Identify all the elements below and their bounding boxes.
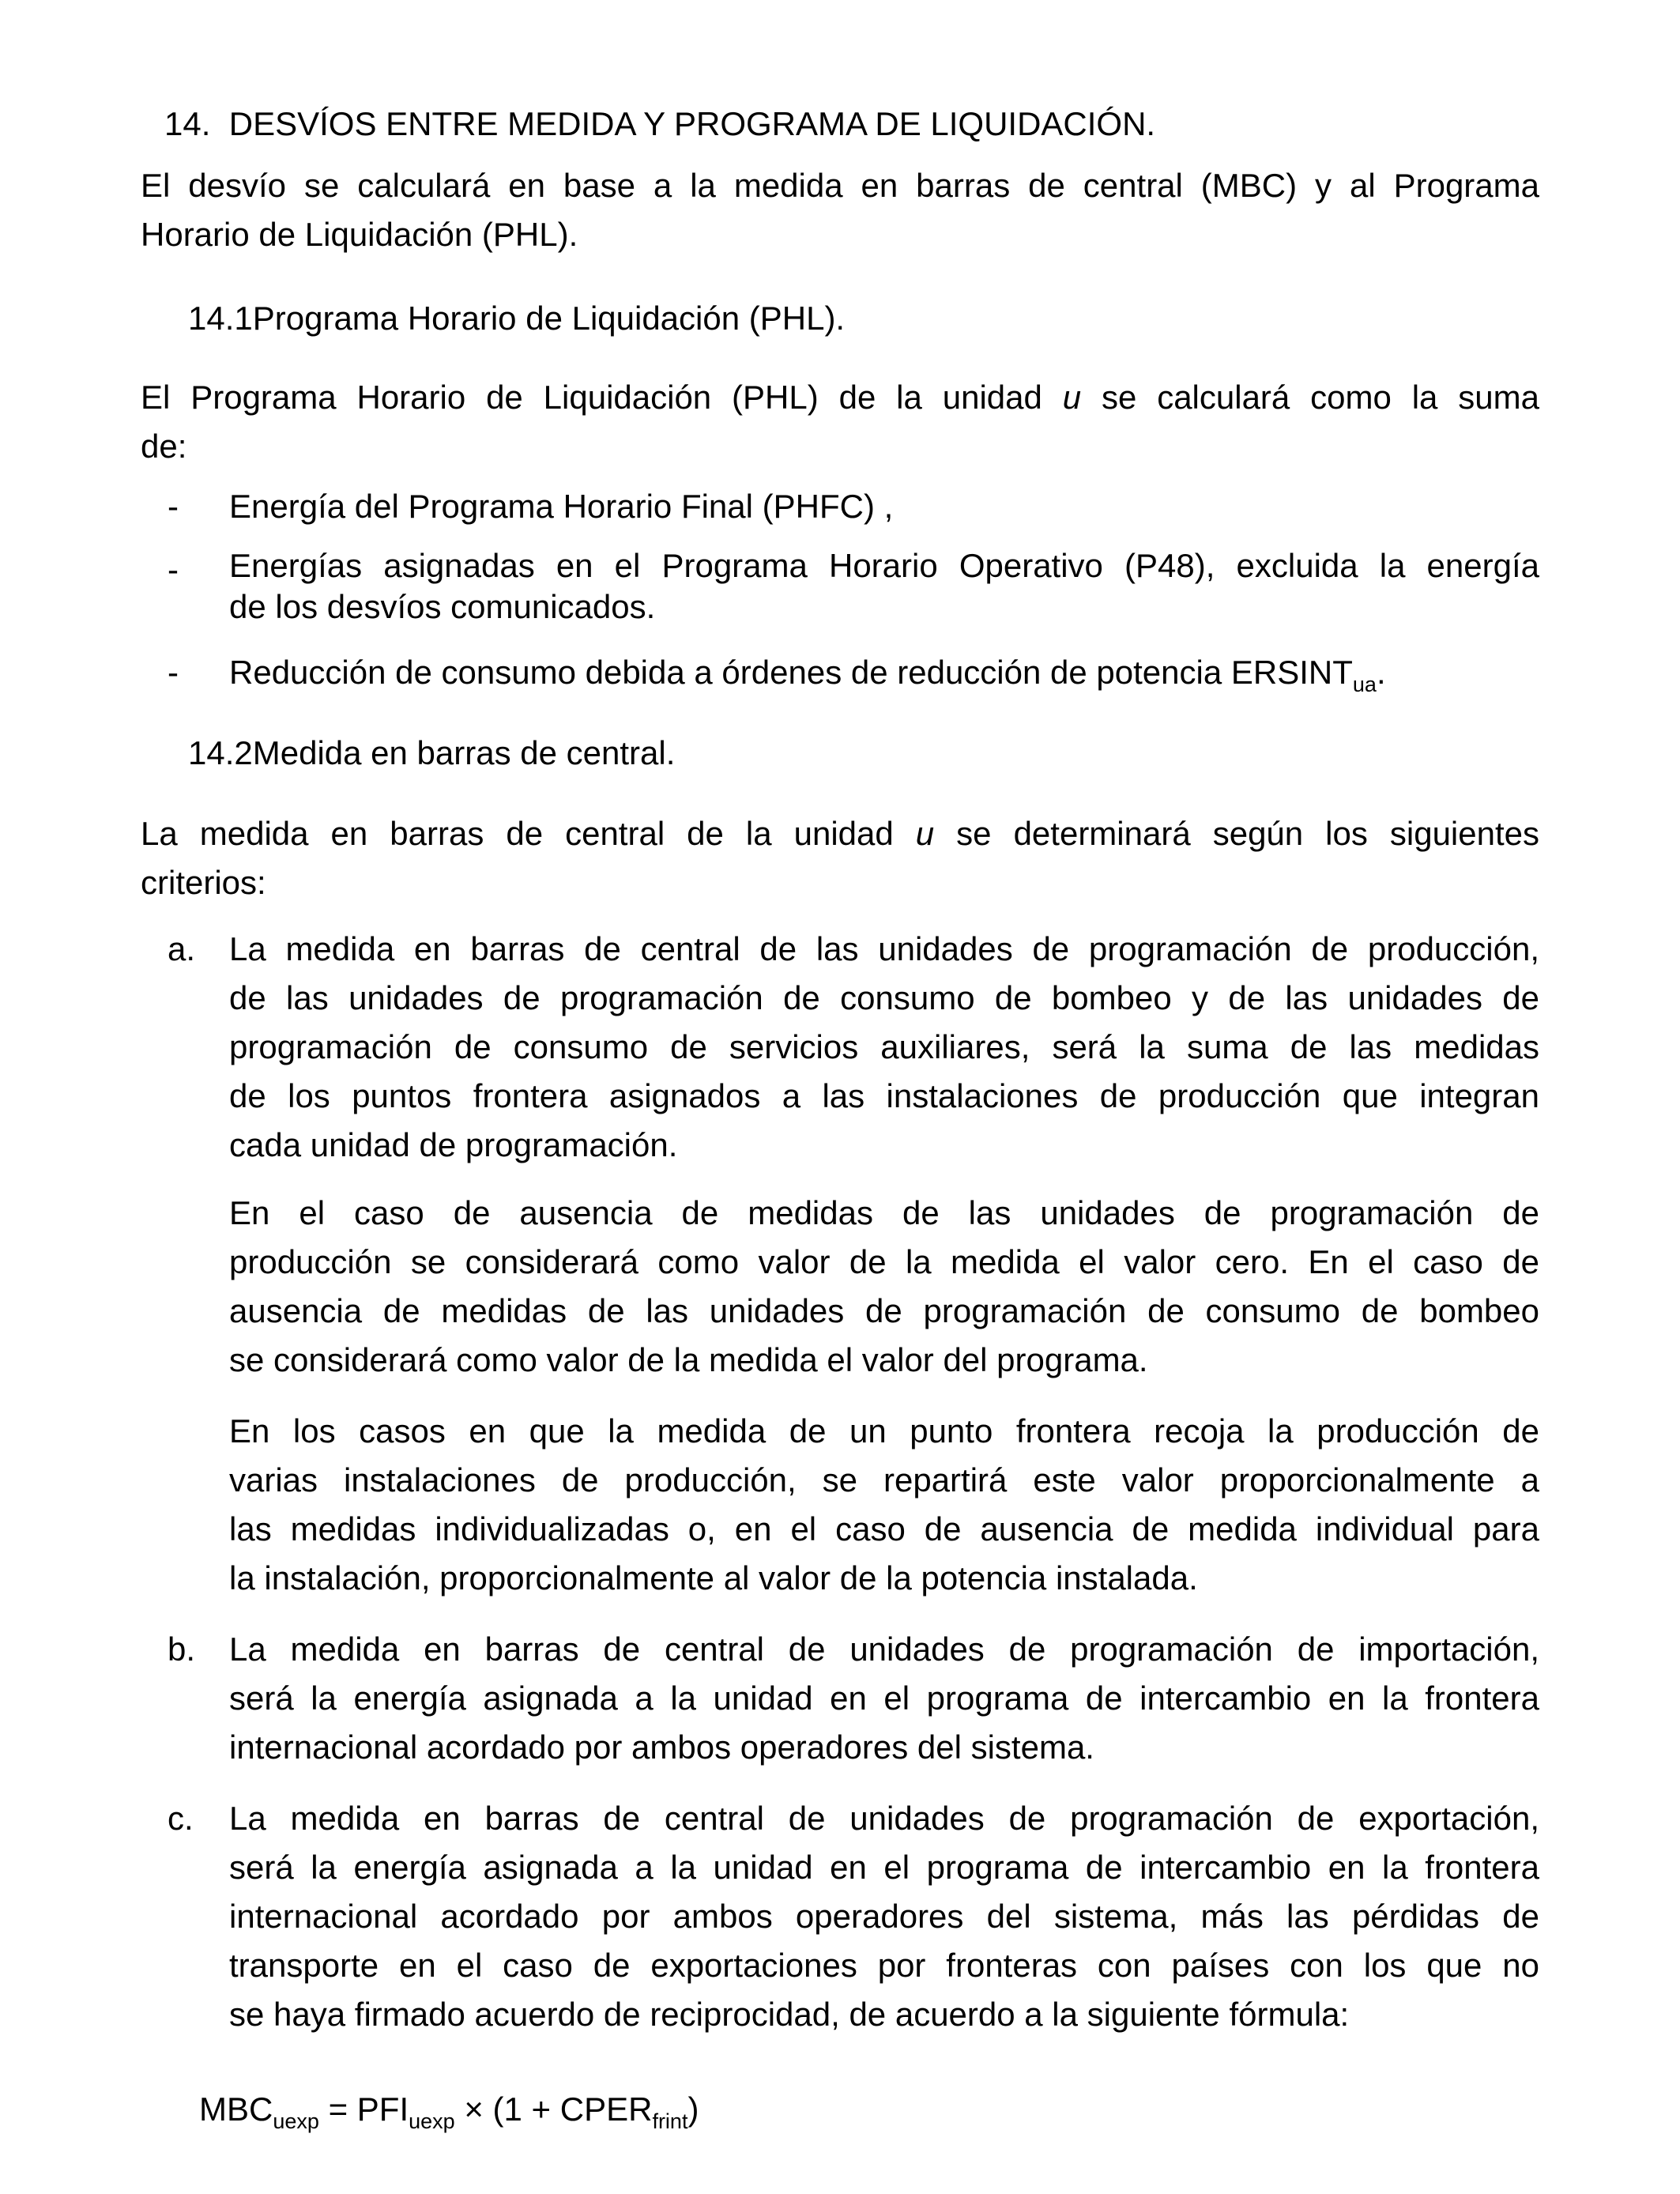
text-line: será la energía asignada a la unidad en el programa de intercambio en la frontera <box>229 1849 1539 1886</box>
text-line: de los desvíos comunicados. <box>229 588 656 625</box>
variable-u: u <box>1062 379 1082 416</box>
text-line: Energías asignadas en el Programa Horario Operativo (P48), excluida la energía <box>229 547 1539 584</box>
text-line: En el caso de ausencia de medidas de las unidades de programación de <box>229 1194 1539 1231</box>
text-line: El Programa Horario de Liquidación (PHL) de la unidad u se calculará como la suma <box>141 379 1539 416</box>
text-line: ausencia de medidas de las unidades de programación de consumo de bombeo <box>229 1292 1539 1329</box>
list-marker: a. <box>168 930 196 967</box>
text-line: cada unidad de programación. <box>229 1126 678 1163</box>
list-item-paragraph <box>229 1189 1539 1385</box>
list-marker: c. <box>168 1800 194 1837</box>
bullet-item <box>229 545 1539 628</box>
bullet-item: Reducción de consumo debida a órdenes de reducción de potencia $ERSINT_{ua}$. <box>229 654 1386 696</box>
subscript: uexp <box>409 2109 455 2133</box>
section-14-2-heading <box>188 729 675 778</box>
section-number: 14. <box>164 105 211 142</box>
text-line: varias instalaciones de producción, se repartirá este valor proporcionalmente a <box>229 1461 1539 1498</box>
subscript: uexp <box>273 2109 319 2133</box>
bullet-dash: - <box>168 551 179 588</box>
text-line: programación de consumo de servicios auxiliares, será la suma de las medidas <box>229 1028 1539 1065</box>
text-line: criterios: <box>141 864 266 901</box>
text-line: En los casos en que la medida de un punto frontera recoja la producción de <box>229 1412 1539 1449</box>
list-item-paragraph <box>229 1625 1539 1772</box>
section-number: 14.2 <box>188 734 253 771</box>
text-line: La medida en barras de central de unidades de programación de exportación, <box>229 1800 1539 1837</box>
text-line: la instalación, proporcionalmente al valor de la potencia instalada. <box>229 1559 1198 1596</box>
variable-u: u <box>915 815 935 852</box>
text-line: de los puntos frontera asignados a las instalaciones de producción que integran <box>229 1077 1539 1114</box>
formula: $MBC_{uexp} = PFI_{uexp} \times (1$ + $CPER_{frint}$) <box>199 2090 699 2133</box>
text-line: producción se considerará como valor de la medida el valor cero. En el caso de <box>229 1243 1539 1280</box>
text-line: de: <box>141 428 187 465</box>
section-14-heading <box>164 100 1155 149</box>
list-item-paragraph <box>229 1794 1539 2039</box>
section-14-2-intro <box>141 809 1539 907</box>
text-line: se considerará como valor de la medida el valor del programa. <box>229 1341 1148 1378</box>
text-line: internacional acordado por ambos operadores del sistema. <box>229 1728 1094 1766</box>
section-title: Medida en barras de central. <box>252 734 676 771</box>
text-line: será la energía asignada a la unidad en el programa de intercambio en la frontera <box>229 1679 1539 1717</box>
list-marker: b. <box>168 1630 196 1668</box>
section-title: DESVÍOS ENTRE MEDIDA Y PROGRAMA DE LIQUIDACIÓN. <box>228 105 1156 142</box>
text-line: La medida en barras de central de la unidad u se determinará según los siguientes <box>141 815 1540 852</box>
text-line: transporte en el caso de exportaciones por fronteras con países con los que no <box>229 1947 1539 1984</box>
text-line: se haya firmado acuerdo de reciprocidad, de acuerdo a la siguiente fórmula: <box>229 1996 1350 2033</box>
section-title: Programa Horario de Liquidación (PHL). <box>252 300 846 337</box>
text-line: Horario de Liquidación (PHL). <box>141 216 578 253</box>
subscript: ua <box>1352 673 1377 696</box>
text-line: La medida en barras de central de las unidades de programación de producción, <box>229 930 1539 967</box>
section-14-intro <box>141 161 1539 259</box>
text-line: de las unidades de programación de consumo de bombeo y de las unidades de <box>229 979 1539 1016</box>
text-line: las medidas individualizadas o, en el caso de ausencia de medida individual para <box>229 1510 1539 1547</box>
text-line: internacional acordado por ambos operadores del sistema, más las pérdidas de <box>229 1898 1539 1935</box>
text-line: El desvío se calculará en base a la medida en barras de central (MBC) y al Programa <box>141 167 1539 204</box>
text-line: La medida en barras de central de unidades de programación de importación, <box>229 1630 1539 1668</box>
list-item-paragraph <box>229 925 1539 1170</box>
bullet-dash: - <box>168 654 179 691</box>
bullet-dash: - <box>168 488 179 525</box>
section-14-1-heading <box>188 294 845 343</box>
subscript: frint <box>652 2109 688 2133</box>
list-item-paragraph <box>229 1407 1539 1603</box>
section-14-1-intro <box>141 373 1539 471</box>
section-number: 14.1 <box>188 300 253 337</box>
bullet-item: Energía del Programa Horario Final (PHFC) , <box>229 488 894 525</box>
